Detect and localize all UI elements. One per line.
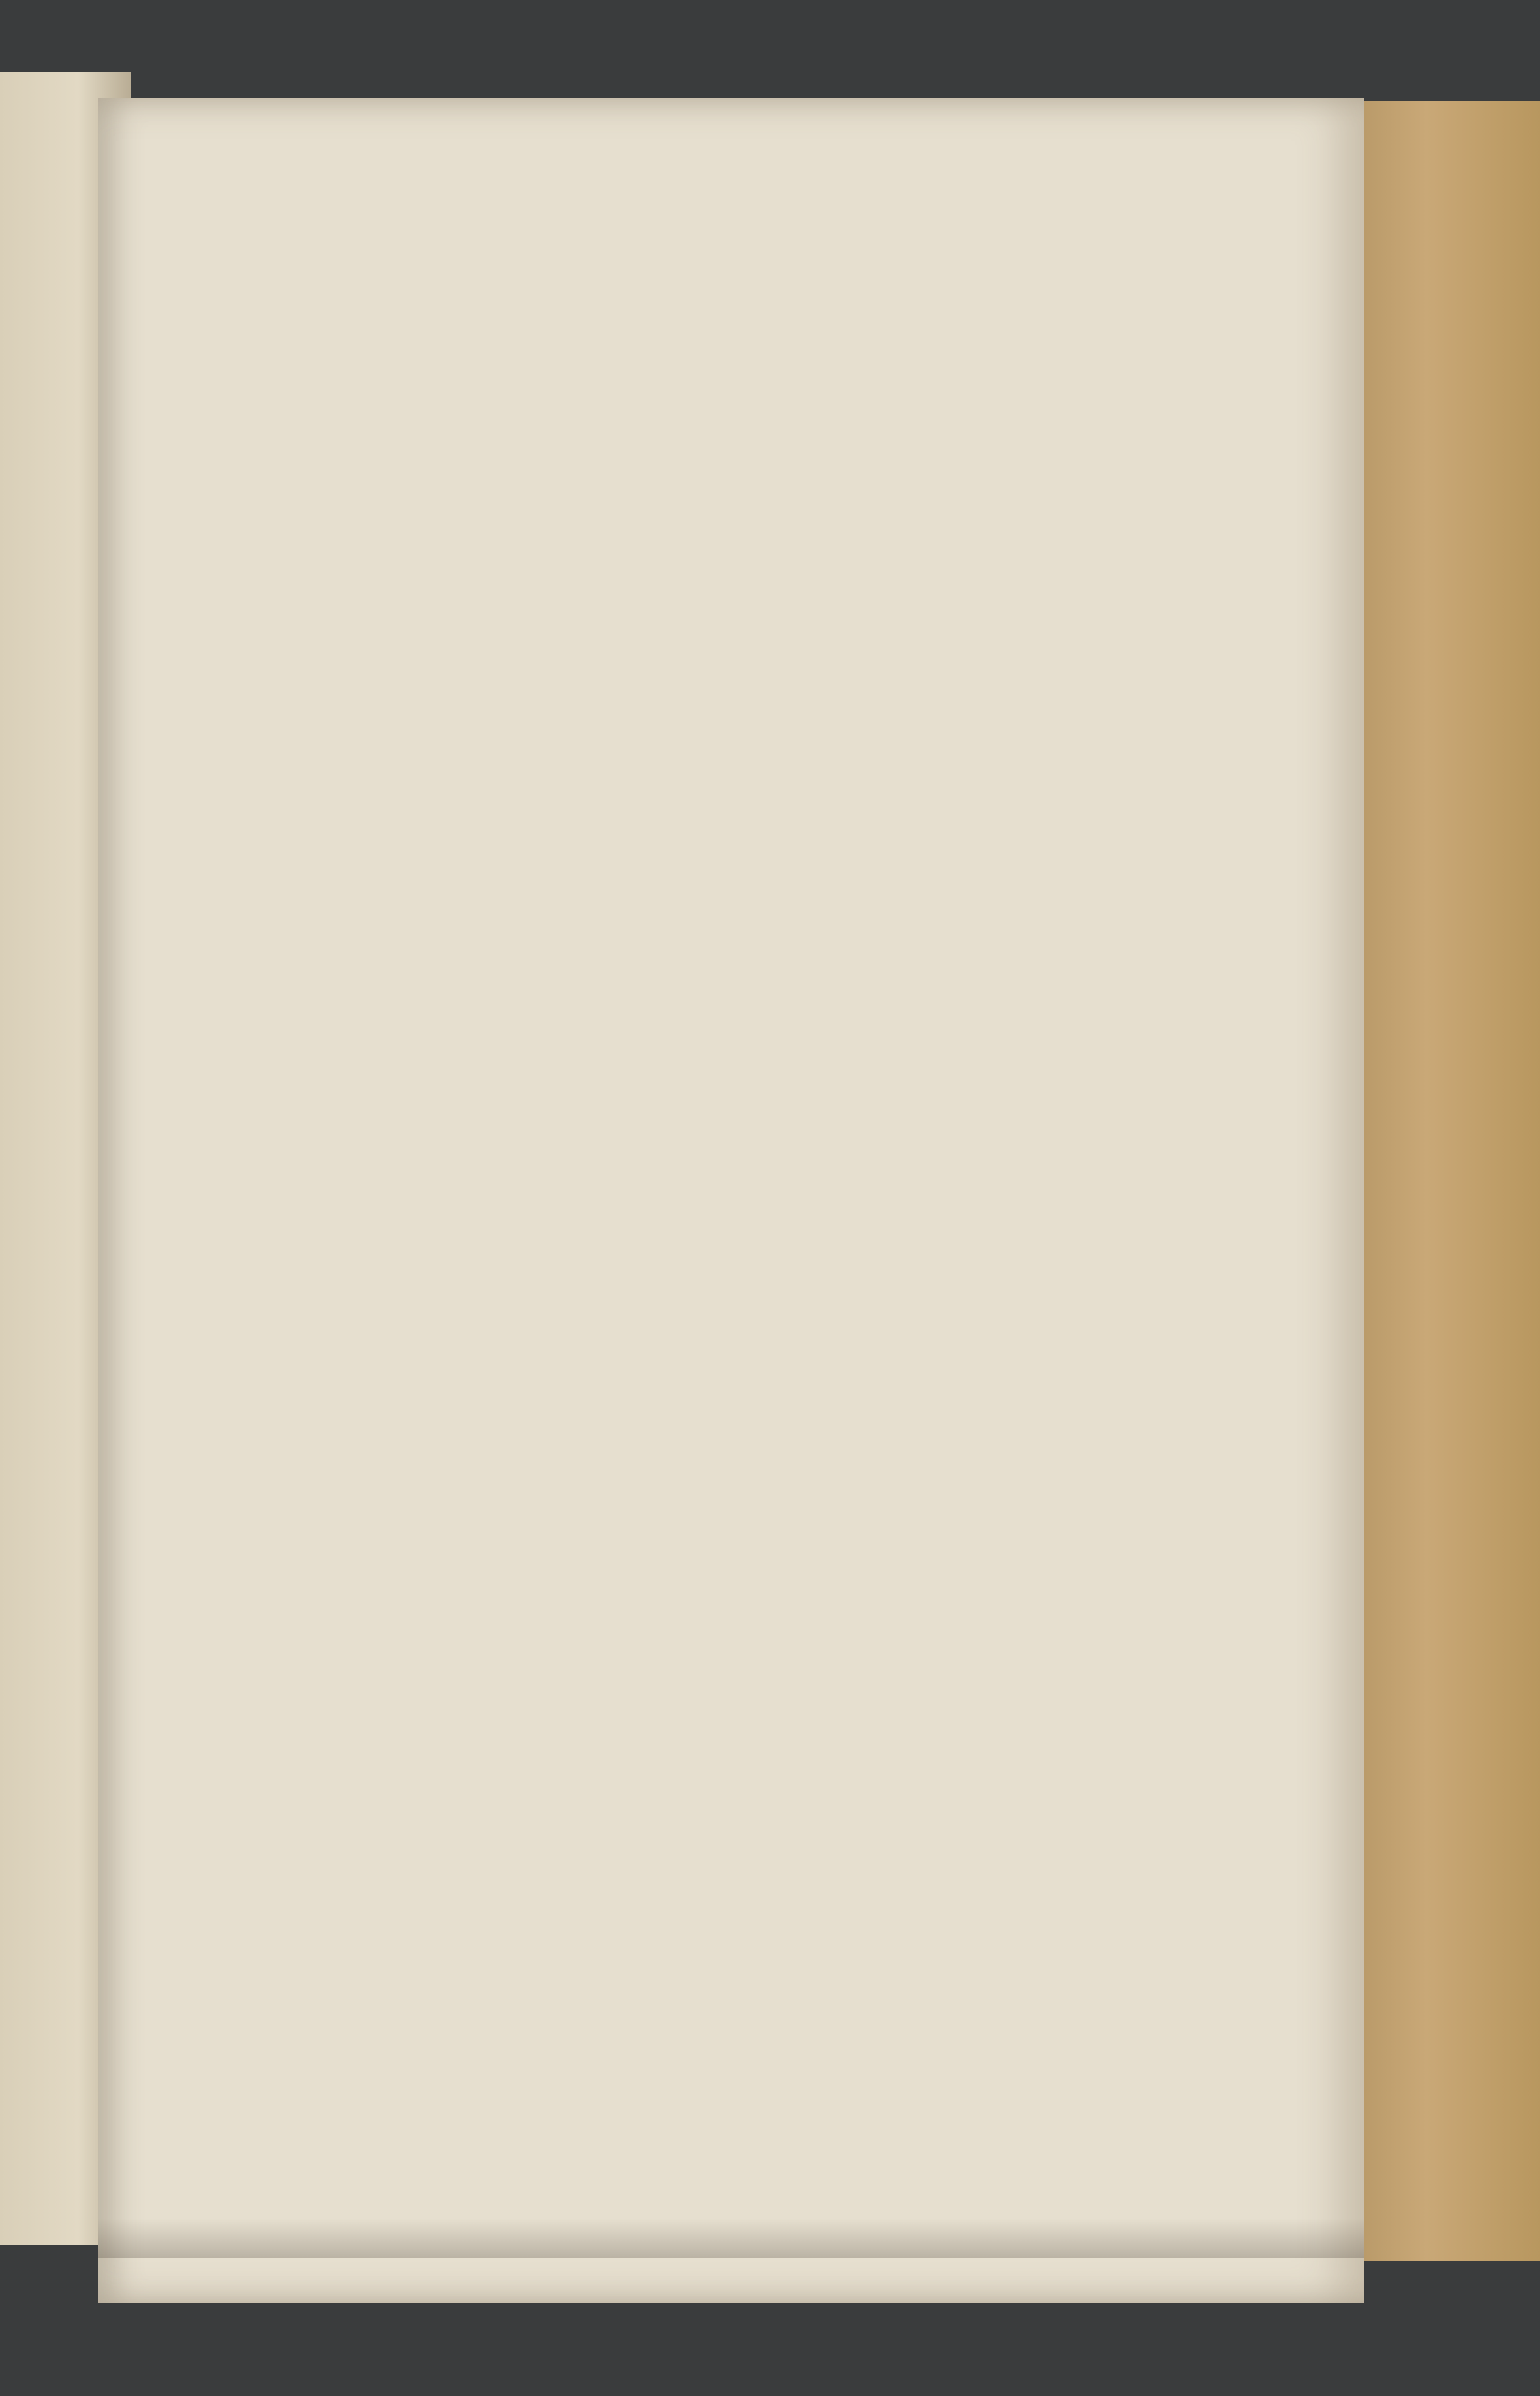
book-cover-edge [1351,101,1540,2261]
page-shadow [98,2219,1364,2258]
book-page [98,98,1364,2303]
